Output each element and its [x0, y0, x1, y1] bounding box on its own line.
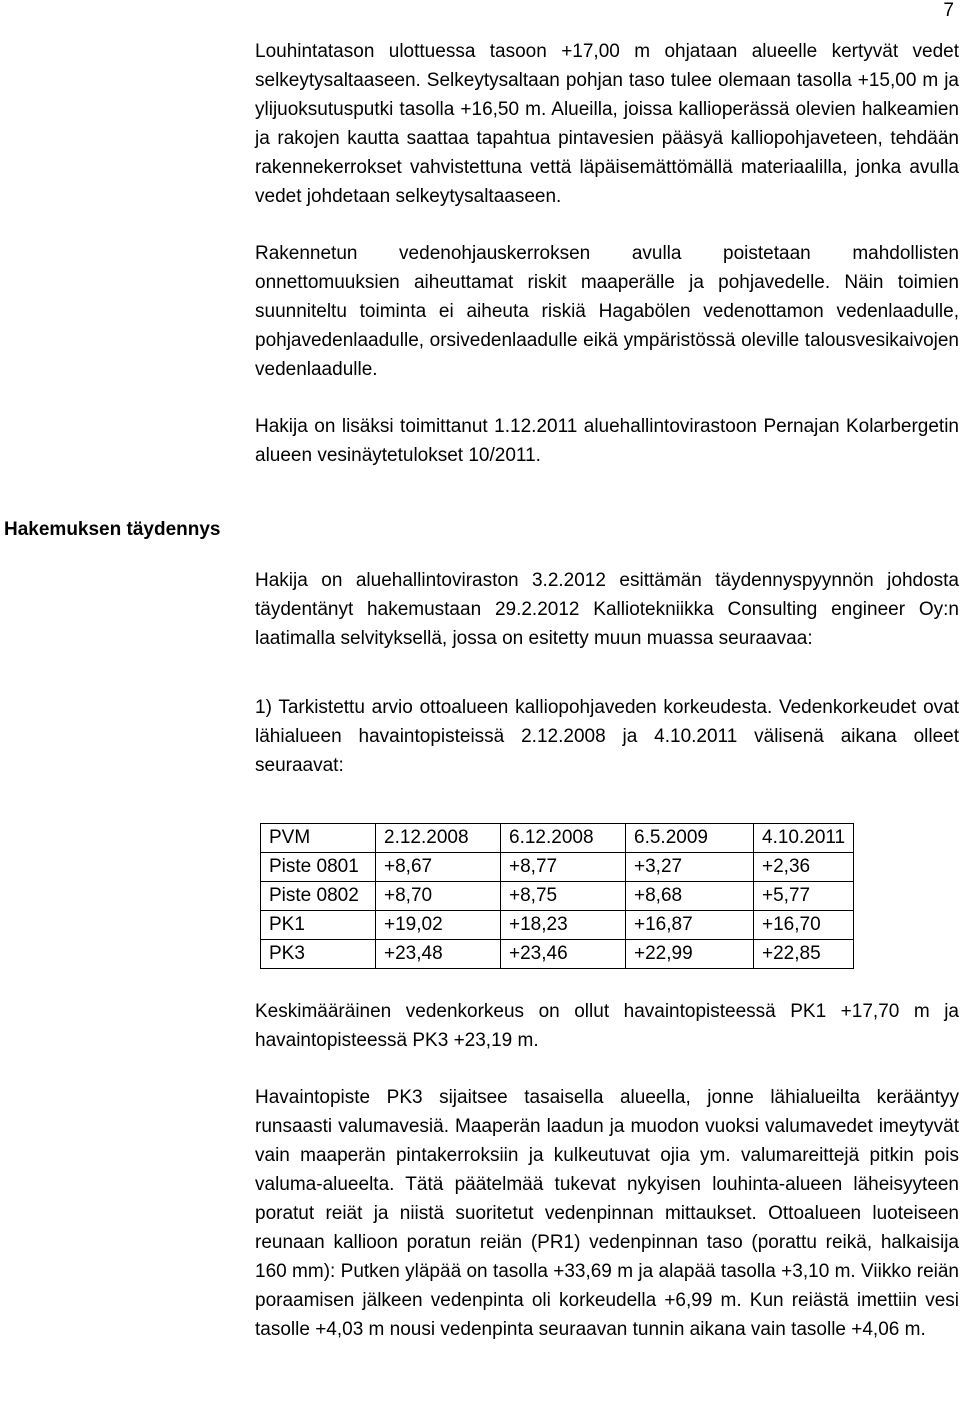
table-cell: Piste 0802 [261, 882, 376, 911]
table-cell: PK3 [261, 940, 376, 969]
table-header-cell: 4.10.2011 [754, 824, 854, 853]
table-cell: +8,67 [376, 853, 501, 882]
table-cell: +23,46 [501, 940, 626, 969]
table-cell: +23,48 [376, 940, 501, 969]
table-header-cell: 2.12.2008 [376, 824, 501, 853]
page-number: 7 [943, 0, 954, 21]
table-cell: +8,70 [376, 882, 501, 911]
table-cell: +2,36 [754, 853, 854, 882]
table-row [261, 940, 854, 969]
paragraph-louhintataso: Louhintatason ulottuessa tasoon +17,00 m ohjataan alueelle kertyvät vedet selkeytysaltaaseen. Selkeytysaltaan pohjan taso tulee olemaan tasolla +15,00 m ja ylijuoksutusputki tasolla +16,50 m. Alueilla, joissa kallioperässä olevien halkeamien ja rakojen kautta saattaa tapahtua pintavesien pääsyä kalliopohjaveteen, tehdään rakennekerrokset vahvistettuna vettä läpäisemättömällä materiaalilla, jonka avulla vedet johdetaan selkeytysaltaaseen. [255, 41, 959, 207]
section-heading-hakemuksen-taydennys: Hakemuksen täydennys [4, 519, 221, 540]
table-cell: +3,27 [626, 853, 754, 882]
table-header-cell: PVM [261, 824, 376, 853]
paragraph-vedenohjauskerros: Rakennetun vedenohjauskerroksen avulla poistetaan mahdollisten onnettomuuksien aiheuttamat riskit maaperälle ja pohjavedelle. Näin toimien suunniteltu toiminta ei aiheuta riskiä Hagabölen vedenottamon vedenlaadulle, pohjavedenlaadulle, orsivedenlaadulle eikä ympäristössä oleville talousvesikaivojen vedenlaadulle. [255, 243, 959, 380]
table-cell: +8,75 [501, 882, 626, 911]
table-cell: +22,99 [626, 940, 754, 969]
table-cell: +8,77 [501, 853, 626, 882]
table-header-cell: 6.5.2009 [626, 824, 754, 853]
paragraph-vesinaytetulokset: Hakija on lisäksi toimittanut 1.12.2011 aluehallintovirastoon Pernajan Kolarbergetin alueen vesinäytetulokset 10/2011. [255, 416, 959, 466]
paragraph-keskimaarainen: Keskimääräinen vedenkorkeus on ollut havaintopisteessä PK1 +17,70 m ja havaintopisteessä PK3 +23,19 m. [255, 1001, 959, 1051]
paragraph-vedenkorkeudet-intro: 1) Tarkistettu arvio ottoalueen kalliopohjaveden korkeudesta. Vedenkorkeudet ovat lähialueen havaintopisteissä 2.12.2008 ja 4.10.2011 välisenä aikana olleet seuraavat: [255, 697, 959, 776]
table-cell: +8,68 [626, 882, 754, 911]
table-row [261, 853, 854, 882]
table-cell: +22,85 [754, 940, 854, 969]
table-header-row [261, 824, 854, 853]
table-cell: +16,70 [754, 911, 854, 940]
paragraph-havaintopiste-pk3: Havaintopiste PK3 sijaitsee tasaisella alueella, jonne lähialueilta kerääntyy runsaasti valumavesiä. Maaperän laadun ja muodon vuoksi valumavedet imeytyvät vain maaperän pintakerroksiin ja kulkeutuvat ojia ym. valumareittejä pitkin pois valuma-alueelta. Tätä päätelmää tukevat nykyisen louhinta-alueen läheisyyteen poratut reiät ja niistä suoritetut vedenpinnan mittaukset. Ottoalueen luoteiseen reunaan kallioon poratun reiän (PR1) vedenpinnan taso (porattu reikä, halkaisija 160 mm): Putken yläpää on tasolla +33,69 m ja alapää tasolla +3,10 m. Viikko reiän poraamisen jälkeen vedenpinta oli korkeudella +6,99 m. Kun reiästä imettiin vesi tasolle +4,03 m nousi vedenpinta seuraavan tunnin aikana vain tasolle +4,06 m. [255, 1087, 959, 1340]
document-body [255, 37, 959, 1344]
paragraph-taydennyspyynto: Hakija on aluehallintoviraston 3.2.2012 esittämän täydennyspyynnön johdosta täydentänyt hakemustaan 29.2.2012 Kalliotekniikka Consulting engineer Oy:n laatimalla selvityksellä, jossa on esitetty muun muassa seuraavaa: [255, 570, 959, 649]
table-header-cell: 6.12.2008 [501, 824, 626, 853]
table-cell: PK1 [261, 911, 376, 940]
table-cell: Piste 0801 [261, 853, 376, 882]
table-cell: +5,77 [754, 882, 854, 911]
table-cell: +16,87 [626, 911, 754, 940]
table-row [261, 911, 854, 940]
water-level-table [260, 823, 854, 969]
table-cell: +18,23 [501, 911, 626, 940]
table-row [261, 882, 854, 911]
table-cell: +19,02 [376, 911, 501, 940]
